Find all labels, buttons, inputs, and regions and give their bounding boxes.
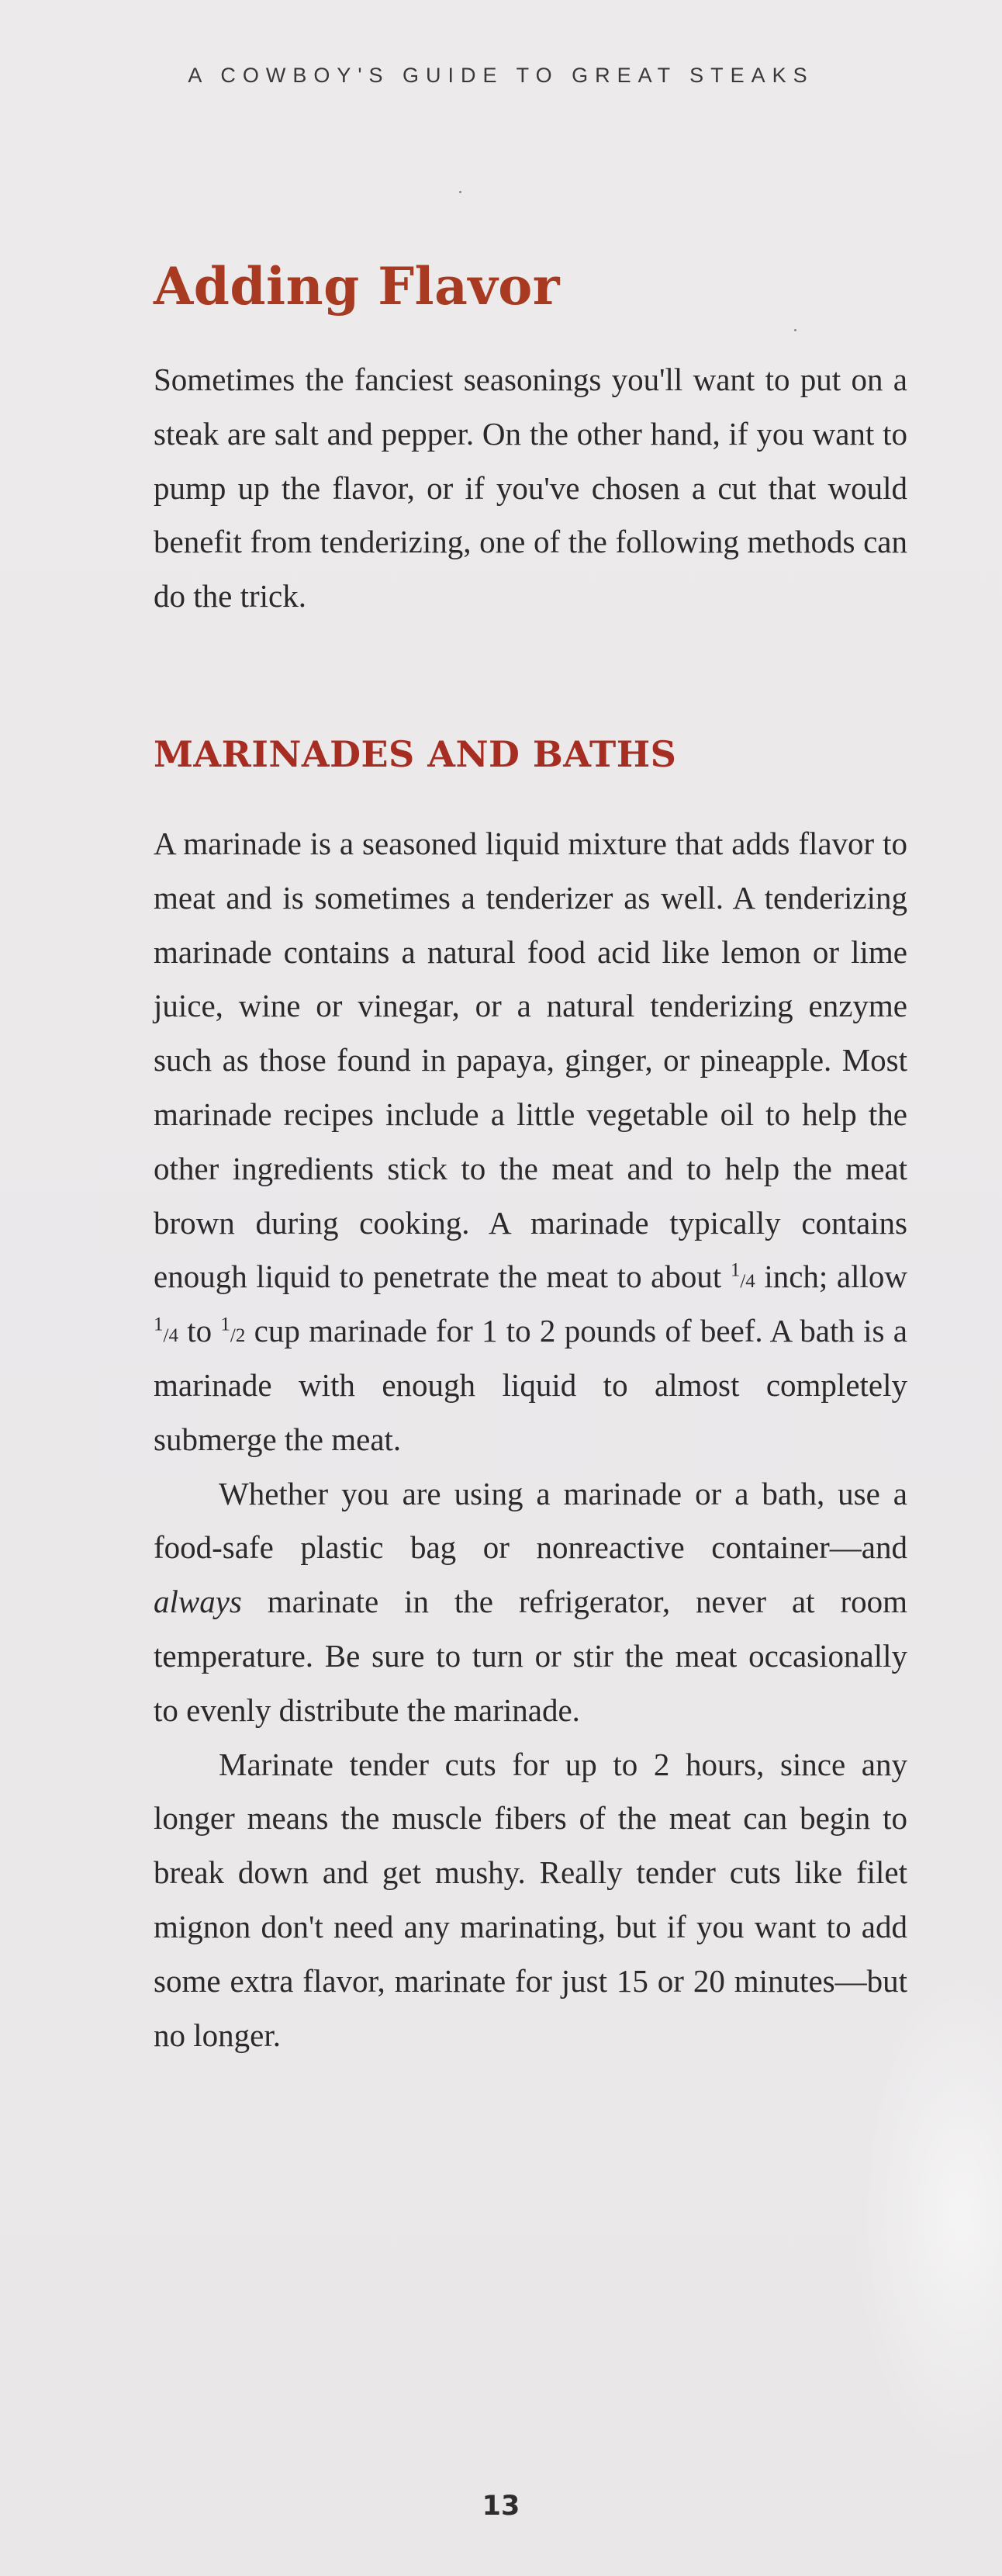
marinade-paragraph-1 [154, 817, 907, 1467]
scan-speck [459, 191, 461, 193]
fraction-numerator: 1 [730, 1259, 741, 1281]
page-number: 13 [482, 2491, 520, 2522]
intro-paragraph: Sometimes the fanciest seasonings you'll want to put on a steak are salt and pepper. On the other hand, if you want to pump up the flavor, or if you've chosen a cut that would benefit from tenderizing, one of the following methods can do the trick. [154, 362, 907, 615]
paragraph-text: to [178, 1313, 221, 1349]
paragraph-text: A marinade is a seasoned liquid mixture that adds flavor to meat and is sometimes a tenderizer as well. A tenderizing marinade contains a natural food acid like lemon or lime juice, wine or vinegar, or a natural tenderizing enzyme such as those found in papaya, ginger, or pineapple. Most marinade recipes include a little vegetable oil to help the other ingredients stick to the meat and to help the meat brown during cooking. A marinade typically contains enough liquid to penetrate the meat to about [154, 826, 907, 1295]
running-head: A COWBOY'S GUIDE TO GREAT STEAKS [188, 64, 814, 87]
marinade-paragraph-2 [154, 1467, 907, 1738]
fraction-denominator: /4 [163, 1325, 178, 1347]
section-heading: MARINADES AND BATHS [154, 733, 677, 775]
scan-speck [794, 329, 796, 331]
fraction-denominator: /4 [740, 1271, 755, 1293]
paragraph-text: Whether you are using a marinade or a bath, use a food-safe plastic bag or nonreactive container—and [154, 1475, 907, 1566]
fraction-denominator: /2 [230, 1325, 246, 1347]
paragraph-text: marinate in the refrigerator, never at room temperature. Be sure to turn or stir the meat occasionally to evenly distribute the marinade. [154, 1584, 907, 1728]
paragraph-text: cup marinade for 1 to 2 pounds of beef. A bath is a marinade with enough liquid to almost completely submerge the meat. [154, 1313, 907, 1457]
fraction-numerator: 1 [220, 1314, 230, 1335]
section-body [154, 817, 907, 2062]
marinade-paragraph-3: Marinate tender cuts for up to 2 hours, since any longer means the muscle fibers of the meat can begin to break down and get mushy. Really tender cuts like filet mignon don't need any marinating, but if you want to add some extra flavor, marinate for just 15 or 20 minutes—but no longer. [154, 1746, 907, 2053]
page-title: Adding Flavor [154, 256, 561, 317]
fraction-numerator: 1 [154, 1314, 164, 1335]
paragraph-text: inch; allow [755, 1259, 907, 1295]
emphasis-text: always [154, 1584, 242, 1620]
